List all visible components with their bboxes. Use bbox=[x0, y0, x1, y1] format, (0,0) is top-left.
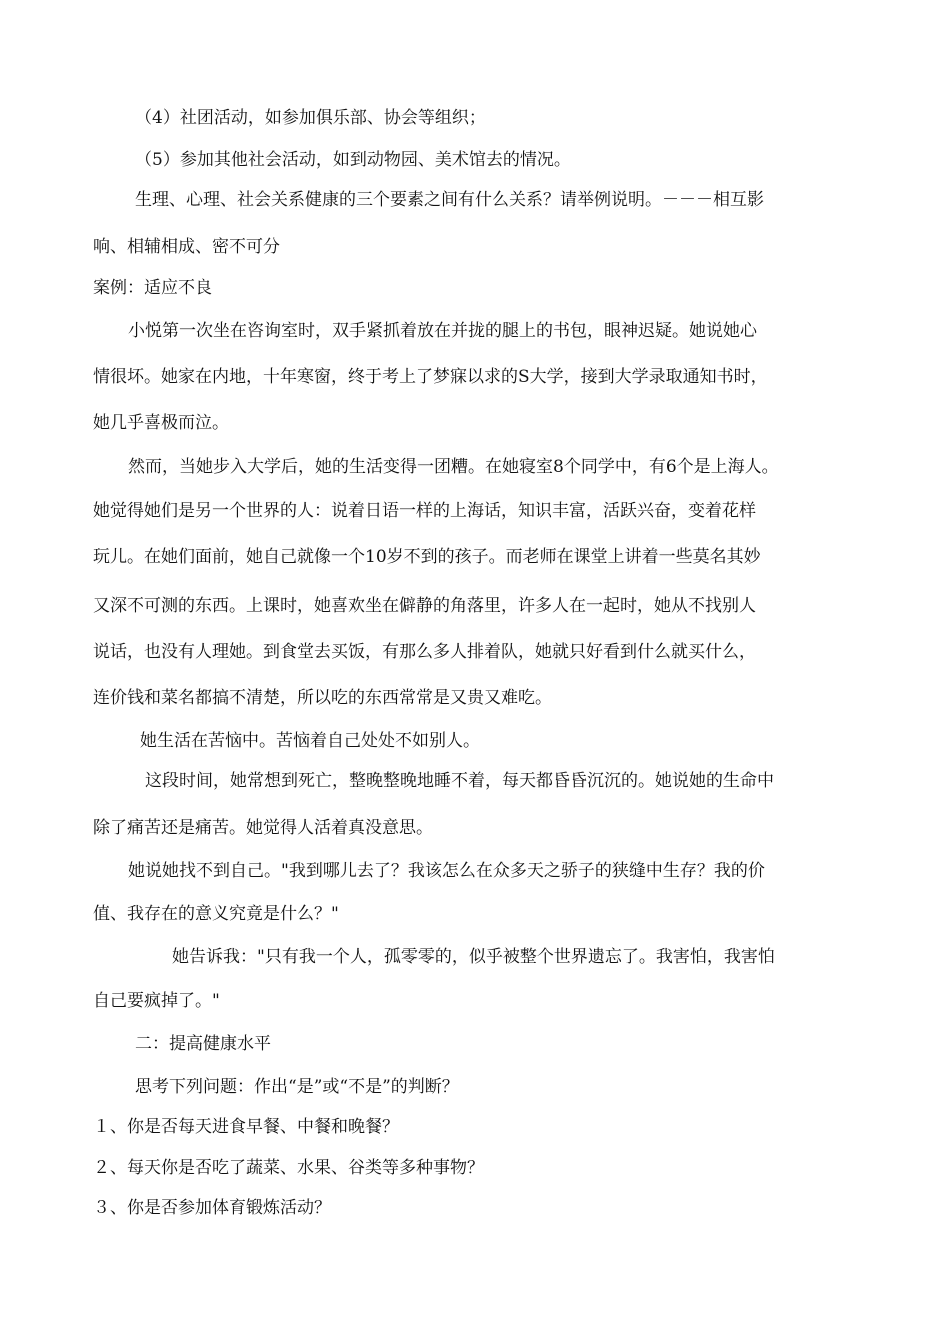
text-line: 情很坏。她家在内地，十年寒窗，终于考上了梦寐以求的S大学，接到大学录取通知书时， bbox=[93, 367, 768, 387]
text-line: 玩儿。在她们面前，她自己就像一个10岁不到的孩子。而老师在课堂上讲着一些莫名其妙 bbox=[93, 547, 761, 567]
text-line: 思考下列问题：作出“是”或“不是”的判断？ bbox=[135, 1077, 459, 1097]
text-line: 她告诉我："只有我一个人，孤零零的，似乎被整个世界遗忘了。我害怕，我害怕 bbox=[172, 947, 775, 967]
text-line: 她生活在苦恼中。苦恼着自己处处不如别人。 bbox=[140, 731, 480, 751]
text-line: 案例：适应不良 bbox=[93, 278, 212, 298]
text-line: 她说她找不到自己。"我到哪儿去了？我该怎么在众多天之骄子的狭缝中生存？我的价 bbox=[128, 861, 765, 881]
text-line: 然而，当她步入大学后，她的生活变得一团糟。在她寝室8个同学中，有6个是上海人。 bbox=[128, 457, 779, 477]
text-line: 生理、心理、社会关系健康的三个要素之间有什么关系？请举例说明。－－－相互影 bbox=[135, 190, 764, 210]
text-line: 值、我存在的意义究竟是什么？" bbox=[93, 904, 339, 924]
text-line: 她几乎喜极而泣。 bbox=[93, 413, 229, 433]
text-line: 说话，也没有人理她。到食堂去买饭，有那么多人排着队，她就只好看到什么就买什么， bbox=[93, 642, 756, 662]
text-line: 这段时间，她常想到死亡，整晚整晚地睡不着，每天都昏昏沉沉的。她说她的生命中 bbox=[145, 771, 774, 791]
section-heading: 二：提高健康水平 bbox=[135, 1034, 271, 1054]
text-line: 连价钱和菜名都搞不清楚，所以吃的东西常常是又贵又难吃。 bbox=[93, 688, 552, 708]
text-line: 又深不可测的东西。上课时，她喜欢坐在僻静的角落里，许多人在一起时，她从不找别人 bbox=[93, 596, 756, 616]
text-line: 响、相辅相成、密不可分 bbox=[93, 237, 280, 257]
text-line: （5）参加其他社会活动，如到动物园、美术馆去的情况。 bbox=[135, 150, 571, 170]
question-item: ２、每天你是否吃了蔬菜、水果、谷类等多种事物？ bbox=[93, 1158, 484, 1178]
text-line: 小悦第一次坐在咨询室时，双手紧抓着放在并拢的腿上的书包，眼神迟疑。她说她心 bbox=[128, 321, 757, 341]
text-line: 自己要疯掉了。" bbox=[93, 991, 220, 1011]
text-line: 她觉得她们是另一个世界的人：说着日语一样的上海话，知识丰富，活跃兴奋，变着花样 bbox=[93, 501, 756, 521]
question-item: ３、你是否参加体育锻炼活动？ bbox=[93, 1198, 331, 1218]
text-line: （4）社团活动，如参加俱乐部、协会等组织； bbox=[135, 108, 486, 128]
text-line: 除了痛苦还是痛苦。她觉得人活着真没意思。 bbox=[93, 818, 433, 838]
question-item: １、你是否每天进食早餐、中餐和晚餐？ bbox=[93, 1117, 399, 1137]
